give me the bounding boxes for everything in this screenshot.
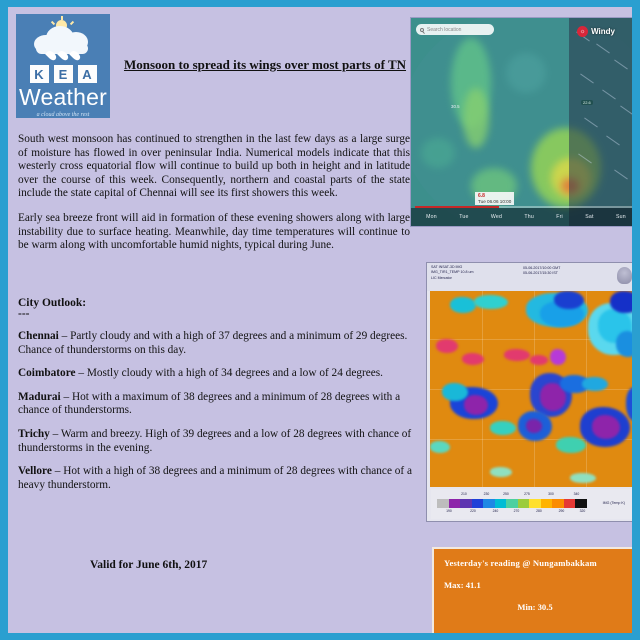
timeline-day-sun[interactable]: Sun [615,214,626,220]
sun-ray-icon [70,21,74,25]
city-name: Madurai [18,390,61,403]
yesterday-max: Max: 41.1 [444,580,481,590]
city-forecast-madurai [18,391,418,418]
scale-tick: 320 [579,509,586,513]
city-forecast-text: – Mostly cloudy with a high of 34 degrees and a low of 24 degrees. [75,367,383,380]
city-forecast-coimbatore [18,367,418,381]
satellite-imagery-canvas [430,291,634,487]
raindrop-icons [48,50,79,61]
intro-paragraph-2: Early sea breeze front will aid in formation of these evening showers along with large instability due to surface heating. Meanwhile, day time temperatures will continue to be warm along with uncomfortable humid nights, typical during June. [18,211,410,252]
scale-unit-label: IMG (Temp K) [602,501,625,505]
city-outlook-section [18,297,418,492]
agency-emblem-icon [617,267,632,284]
timeline-day-mon[interactable]: Mon [426,214,437,220]
scale-tick: 250 [503,492,509,496]
page-title: Monsoon to spread its wings over most parts of TN [123,57,407,72]
city-name: Coimbatore [18,367,76,380]
timeline-day-sat[interactable]: Sat [585,214,594,220]
map-label-0: 30.5 [451,104,460,109]
scale-tick: 290 [558,509,565,513]
scale-tick: 270 [513,509,520,513]
city-forecast-text: – Partly cloudy and with a high of 37 degrees and a minimum of 29 degrees. Chance of thunderstorms on this day. [18,330,408,356]
yesterday-min: Min: 30.5 [517,602,553,612]
yesterday-title: Yesterday's reading @ Nungambakkam [444,558,597,568]
logo-letter-e: E [54,65,73,83]
logo-letter-a: A [78,65,97,83]
intro-paragraph-1: South west monsoon has continued to strengthen in the last few days as a large surge of moisture has flowed in over peninsular India. Numerical models indicate that this westerly cross equatorial flow will continue to build up both in height and in latitude over the course of this week. Consequently, northern and coastal parts of the state include the state capital of Chennai will see its first showers this week. [18,133,410,200]
scale-tick: 275 [524,492,530,496]
city-forecast-text: – Hot with a maximum of 38 degrees and a minimum of 28 degrees with a chance of thunderstorms. [18,390,401,417]
sat-header-line3: LIC Mercator [431,275,452,280]
kea-weather-logo [16,14,110,118]
timeline-day-thu[interactable]: Thu [524,214,534,220]
windy-brand-label: Windy [591,27,615,36]
windy-mark-icon: ☼ [577,26,588,37]
logo-tagline: a cloud above the rest [36,112,90,118]
scale-tick: 340 [573,492,580,496]
sat-timestamp-ist: 05-06-2017/15:30 IST [523,271,558,276]
scale-tick: 280 [536,509,542,513]
scale-tick: 230 [483,492,490,496]
city-forecast-trichy [18,428,418,455]
sun-ray-icon [51,21,55,25]
map-tooltip [475,192,514,205]
sat-header-line2: IMG_TIR1_TEMP 10.8 um [431,270,474,275]
timeline-day-fri[interactable]: Fri [556,214,563,220]
tooltip-label: Tue 06.06 10:00 [478,199,512,204]
timeline-day-tue[interactable]: Tue [459,214,469,220]
scale-tick: 220 [470,509,476,513]
search-input[interactable] [416,24,494,35]
satellite-header [427,263,637,291]
logo-wordmark: Weather [19,84,107,110]
windy-brand-logo[interactable] [577,26,615,37]
scale-tick: 190 [446,509,452,513]
windy-map-canvas [411,18,640,226]
scale-tick: 240 [492,509,499,513]
timeline-day-wed[interactable]: Wed [490,214,503,220]
tooltip-value: 6.8 [478,193,485,199]
scale-tick: 300 [548,492,554,496]
kea-letters [30,65,97,83]
timeline-bar[interactable] [411,208,640,226]
city-name: Vellore [18,465,52,478]
logo-letter-k: K [30,65,49,83]
yesterday-reading-box [432,547,638,635]
search-icon [420,28,424,32]
map-label-1: 22.6 [583,100,591,105]
city-forecast-vellore [18,465,418,492]
city-forecast-text: – Hot with a high of 38 degrees and a minimum of 28 degrees with chance of a heavy thunderstorm. [18,465,413,491]
valid-date: Valid for June 6th, 2017 [90,559,208,571]
temperature-color-scale [431,489,633,519]
sat-timestamp-gmt: 05-06-2017/10:00 GMT [523,266,561,270]
city-outlook-divider: --- [18,308,30,320]
sat-header-line1: SAT INSAT-3D IMG [431,265,463,269]
intro-text [18,133,410,264]
cloud-sun-icon [30,19,96,48]
windy-weather-map[interactable] [410,17,640,227]
city-name: Chennai [18,330,59,342]
ocean-overlay [569,18,640,226]
city-forecast-chennai [18,330,418,357]
insat-satellite-image [426,262,638,522]
color-scale-bar [437,499,587,508]
city-name: Trichy [18,427,50,440]
search-placeholder-text: Search location [427,26,462,33]
city-outlook-title: City Outlook: [18,297,87,309]
sun-ray-icon [61,16,63,20]
scale-tick: 210 [461,492,467,496]
city-forecast-text: – Warm and breezy. High of 39 degrees and a low of 28 degrees with chance of thunderstorms in the evening. [18,427,412,454]
